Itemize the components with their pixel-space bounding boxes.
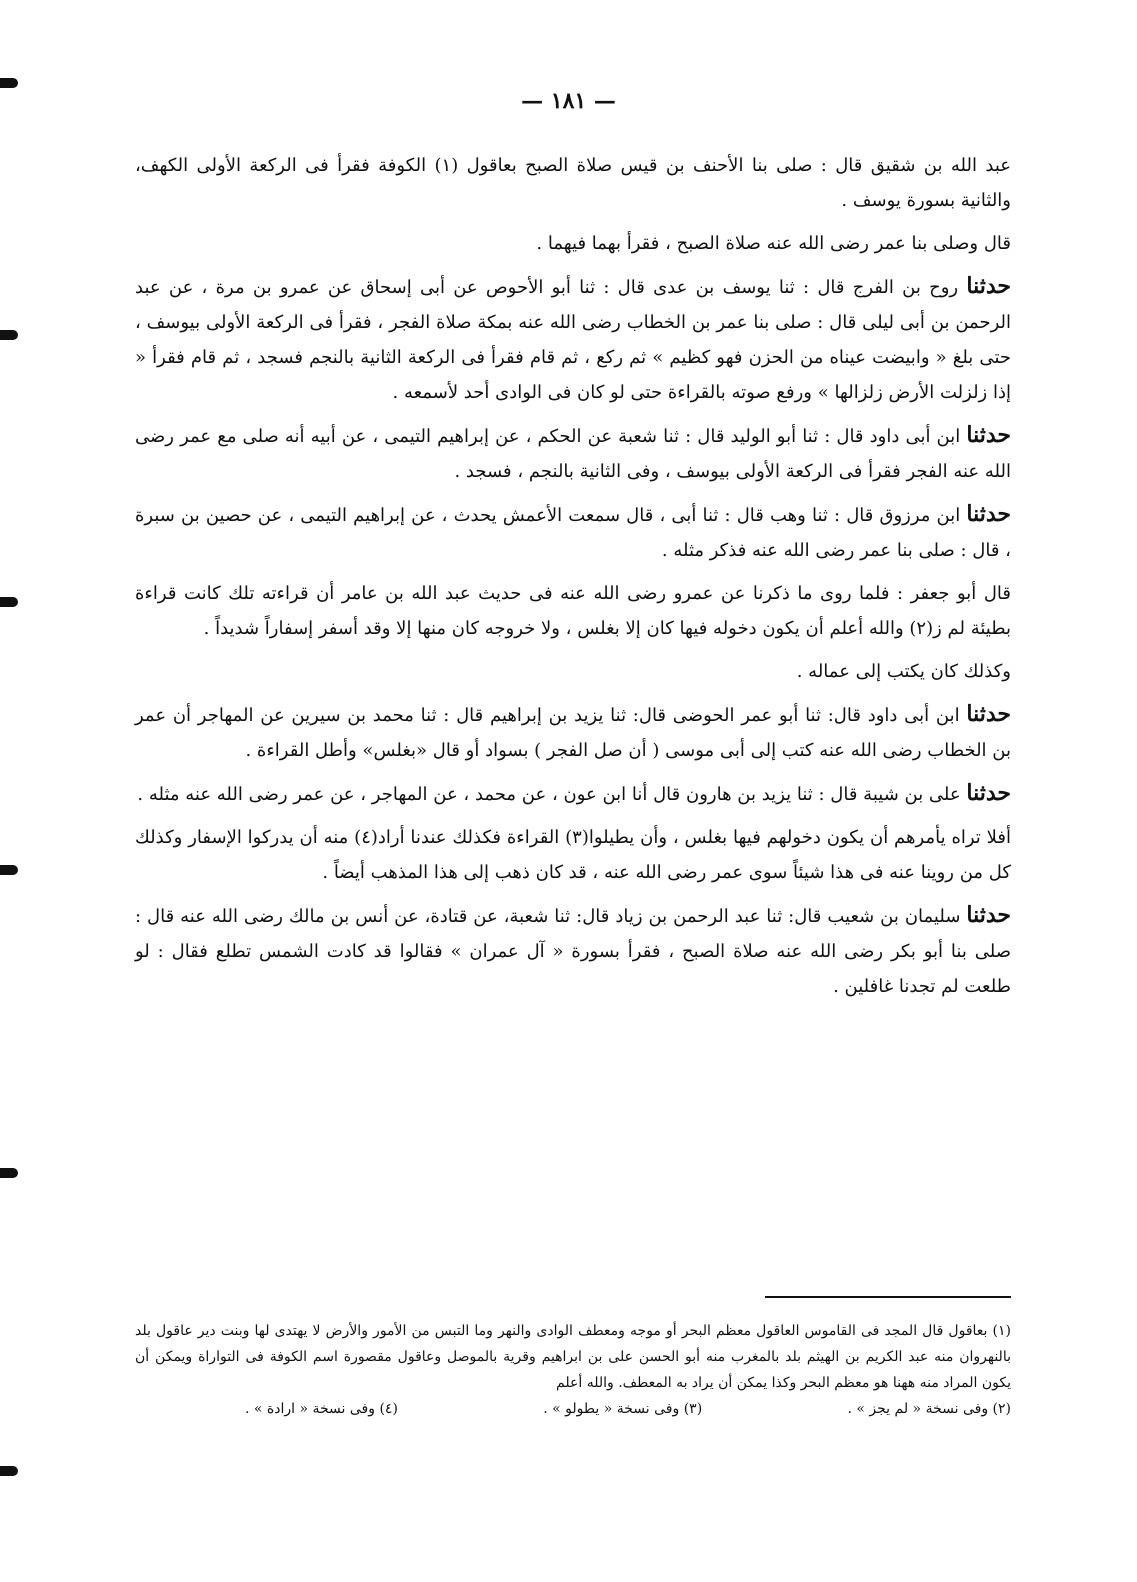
hadith-paragraph: حدثنا ابن مرزوق قال : ثنا وهب قال : ثنا أبى ، قال سمعت الأعمش يحدث ، عن إبراهيم التيمى ، عن حصين بن سبرة ، قال : صلى بنا عمر رضى الله عنه فذكر مثله . [135,501,1011,561]
scan-edge-mark [0,1168,18,1178]
scan-edge-mark [0,865,18,875]
scan-edge-mark [0,597,18,607]
footnote-1: (١) بعاقول قال المجد فى القاموس العاقول معظم البحر أو موجه ومعطف الوادى والنهر وما التبس من الأمور والأرض لا يهتدى لها وبنت دير عاقول بلد بالنهروان منه عبد الكريم بن الهيثم بلد بالمغرب منه أبو الحسن على بن ابراهيم وقرية بالموصل وعاقول مقصورة اسم الكوفة فى التواراة ويمكن أن يكون المراد منه ههنا هو معظم البحر وكذا يمكن أن يراد به المعطف. والله أعلم [135,1323,1011,1391]
paragraph: قال أبو جعفر : فلما روى ما ذكرنا عن عمرو رضى الله عنه فى حديث عبد الله بن عامر أن قراءته تلك كانت قراءة بطيئة لم ز(٢) والله أعلم أن يكون دخوله فيها كان إلا بغلس ، ولا خروجه كان منها إلا وقد أسفر إسفاراً شديداً . [135,583,1011,639]
hadith-paragraph: حدثنا على بن شيبة قال : ثنا يزيد بن هارون قال أنا ابن عون ، عن محمد ، عن المهاجر ، عن عمر رضى الله عنه مثله . [137,780,1011,806]
main-text [135,148,1011,1012]
hadith-paragraph: حدثنا سليمان بن شعيب قال: ثنا عبد الرحمن بن زياد قال: ثنا شعبة، عن قتادة، عن أنس بن مالك رضى الله عنه قال : صلى بنا أبو بكر رضى الله عنه صلاة الصبح ، فقرأ بسورة « آل عمران » فقالوا قد كادت الشمس تطلع فقال : لو طلعت لم تجدنا غافلين . [135,902,1011,997]
paragraph: عبد الله بن شقيق قال : صلى بنا الأحنف بن قيس صلاة الصبح بعاقول (١) الكوفة فقرأ فى الركعة الأولى الكهف، والثانية بسورة يوسف . [135,155,1011,211]
scan-edge-mark [0,330,18,340]
haddathana-heading: حدثنا [966,422,1011,448]
paragraph: وكذلك كان يكتب إلى عماله . [796,661,1011,682]
footnote-3: (٣) وفى نسخة « يطولو » . [543,1401,703,1417]
footnote-row [135,1396,1011,1422]
hadith-paragraph: حدثنا روح بن الفرج قال : ثنا يوسف بن عدى قال : ثنا أبو الأحوص عن أبى إسحاق عن عمرو بن مرة ، عن عبد الرحمن بن أبى ليلى قال : صلى بنا عمر بن الخطاب رضى الله عنه بمكة صلاة الفجر ، فقرأ فى الركعة الأولى بيوسف ، حتى بلغ « وابيضت عيناه من الحزن فهو كظيم » ثم ركع ، ثم قام فقرأ فى الركعة الثانية بالنجم فسجد ، ثم قام فقرأ « إذا زلزلت الأرض زلزالها » ورفع صوته بالقراءة حتى لو كان فى الوادى أحد لأسمعه . [135,273,1011,403]
hadith-paragraph: حدثنا ابن أبى داود قال : ثنا أبو الوليد قال : ثنا شعبة عن الحكم ، عن إبراهيم التيمى ، عن أبيه أنه صلى مع عمر رضى الله عنه الفجر فقرأ فى الركعة الأولى بيوسف ، وفى الثانية بالنجم ، فسجد . [135,422,1011,482]
page-number: — ١٨١ — [521,88,616,114]
paragraph: أفلا تراه يأمرهم أن يكون دخولهم فيها بغلس ، وأن يطيلوا(٣) القراءة فكذلك عندنا أراد(٤) منه أن يدركوا الإسفار وكذلك كل من روينا عنه فى هذا شيئاً سوى عمر رضى الله عنه ، قد كان ذهب إلى هذا المذهب أيضاً . [135,827,1011,883]
scan-edge-mark [0,1466,18,1476]
scan-edge-mark [0,78,18,88]
paragraph: قال وصلى بنا عمر رضى الله عنه صلاة الصبح ، فقرأ بهما فيهما . [536,233,1011,254]
footnote-2: (٢) وفى نسخة « لم يجز » . [847,1401,1011,1417]
haddathana-heading: حدثنا [966,273,1011,299]
hadith-paragraph: حدثنا ابن أبى داود قال: ثنا أبو عمر الحوضى قال: ثنا يزيد بن إبراهيم قال : ثنا محمد بن سيرين عن المهاجر أن عمر بن الخطاب رضى الله عنه كتب إلى أبى موسى ( أن صل الفجر ) بسواد أو قال «بغلس» وأطل القراءة . [135,701,1011,761]
footnote-separator [765,1296,1011,1298]
footnotes [135,1318,1011,1422]
haddathana-heading: حدثنا [966,902,1011,928]
haddathana-heading: حدثنا [966,701,1011,727]
haddathana-heading: حدثنا [966,780,1011,806]
footnote-4: (٤) وفى نسخة « ارادة » . [245,1401,398,1417]
haddathana-heading: حدثنا [966,501,1011,527]
